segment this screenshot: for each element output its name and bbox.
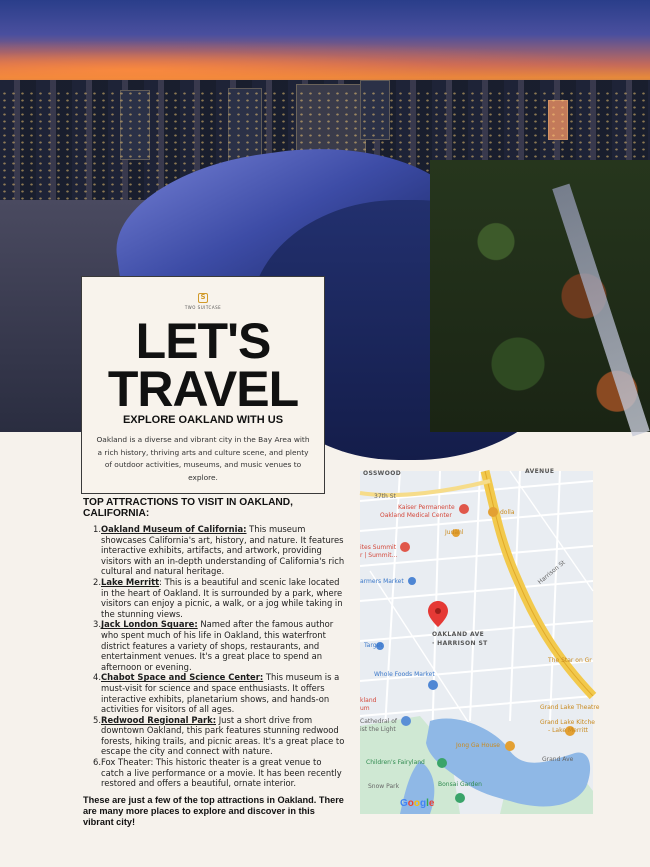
list-item	[93, 757, 345, 789]
map-label: Grand Ave	[542, 756, 574, 763]
attraction-link-redwood-park[interactable]: Redwood Regional Park:	[101, 714, 217, 725]
map-label: um	[360, 705, 370, 712]
food-poi-icon	[505, 741, 515, 751]
attractions-section	[83, 497, 345, 828]
attraction-description: This historic theater is a great venue to catch a live performance or a movie. It has been recently restored and offers a beautiful, ornate interior.	[101, 757, 342, 789]
brand-logo	[82, 293, 324, 310]
map-label: Children's Fairyland	[366, 759, 425, 766]
title-line-1: LET'S	[135, 313, 271, 369]
map-label: OAKLAND AVE	[432, 631, 485, 638]
map-label: Snow Park	[368, 783, 400, 790]
item-number: 5.	[93, 714, 101, 725]
map-label: Grand Lake Theatre	[540, 704, 600, 711]
map-label: Judahl	[445, 529, 464, 536]
title-line-2: TRAVEL	[107, 361, 299, 417]
church-poi-icon	[401, 716, 411, 726]
subtitle: EXPLORE OAKLAND WITH US	[122, 414, 284, 426]
map-label: The Star on Gr	[548, 657, 592, 664]
item-number: 3.	[93, 619, 101, 630]
attraction-description: This museum is a must-visit for science and space enthusiasts. It offers interactive exhibits, planetarium shows, and hands-on activities for visitors of all ages.	[101, 672, 340, 715]
map-label: ites Summit	[360, 544, 397, 551]
google-logo: Google	[400, 798, 435, 809]
food-poi-icon	[488, 507, 498, 517]
title-card	[81, 276, 325, 494]
attraction-description: : This is a beautiful and scenic lake located in the heart of Oakland. It is surrounded by a park, where visitors can enjoy a picnic, a walk, or a jog while taking in the stunning views.	[101, 576, 343, 619]
garden-poi-icon	[455, 793, 465, 803]
attraction-link-chabot-space-center[interactable]: Chabot Space and Science Center:	[101, 672, 264, 683]
attractions-heading: TOP ATTRACTIONS TO VISIT IN OAKLAND, CALIFORNIA:	[83, 497, 293, 519]
list-item	[93, 619, 345, 672]
map-label: Grand Lake Kitche	[540, 719, 595, 726]
attraction-description: Just a short drive from downtown Oakland, this park features stunning redwood forests, hiking trails, and picnic areas. It's a great place to escape the city and connect with nature.	[101, 714, 345, 757]
list-item	[93, 577, 345, 619]
oakland-map[interactable]	[360, 468, 600, 814]
attraction-description: Named after the famous author who spent much of his life in Oakland, this waterfront district features a variety of shops, restaurants, and entertainment venues. It's a great place to spend an afternoon or evening.	[101, 619, 334, 672]
item-number: 2.	[93, 576, 101, 587]
map-label: r | Summit...	[360, 552, 398, 559]
map-label: Oakland Medical Center	[380, 512, 452, 519]
item-number: 4.	[93, 672, 101, 683]
intro-paragraph: Oakland is a diverse and vibrant city in the Bay Area with a rich history, thriving arts and culture scene, and plenty of outdoor activities, museums, and music venues to explore.	[96, 435, 310, 482]
map-label: Whole Foods Market	[374, 671, 435, 678]
item-number: 1.	[93, 524, 101, 534]
map-label: · HARRISON ST	[432, 640, 488, 647]
map-label: Target	[364, 642, 383, 649]
map-label: OSSWOOD	[363, 470, 402, 477]
list-item	[93, 715, 345, 757]
page-title	[82, 313, 324, 417]
closing-note: These are just a few of the top attractions in Oakland. There are many more places to explore and discover in this vibrant city!	[83, 794, 344, 827]
map-label: Cathedral of	[360, 718, 398, 725]
map-label: Harrison St	[536, 559, 567, 586]
item-number: 6.	[93, 757, 101, 768]
map-label: Kaiser Permanente	[398, 504, 455, 511]
list-item	[93, 672, 345, 714]
map-label: 37th St	[374, 493, 396, 500]
map-label: AVENUE	[525, 468, 555, 475]
map-label: kland	[360, 697, 377, 704]
brand-name: TWO SUITCASE	[184, 305, 222, 310]
map-label: Bonsai Garden	[438, 781, 482, 788]
suitcase-logo-icon: S	[198, 293, 208, 303]
list-item	[93, 524, 345, 577]
hospital-poi-icon	[459, 504, 469, 514]
attraction-link-oakland-museum[interactable]: Oakland Museum of California:	[101, 524, 247, 534]
map-label: - Lake Merritt	[548, 727, 589, 734]
shop-poi-icon	[400, 542, 410, 552]
attractions-list	[83, 524, 345, 789]
grocery-poi-icon	[428, 680, 438, 690]
attraction-description: This museum showcases California's art, history, and nature. It features interactive exhibits, artifacts, and artwork, providing visitors with an in-depth understanding of California's rich cultural and natural heritage.	[101, 524, 345, 577]
attraction-link-jack-london-square[interactable]: Jack London Square:	[101, 619, 198, 630]
park-poi-icon	[437, 758, 447, 768]
map-label: dolla	[500, 509, 515, 516]
map-label: armers Market	[360, 578, 404, 585]
attraction-link-lake-merritt[interactable]: Lake Merritt	[101, 576, 160, 587]
map-label: Jong Ga House	[456, 742, 500, 749]
shop-poi-icon	[408, 577, 416, 585]
attraction-name-fox-theater: Fox Theater:	[101, 757, 154, 768]
map-label: ist the Light	[360, 726, 396, 733]
